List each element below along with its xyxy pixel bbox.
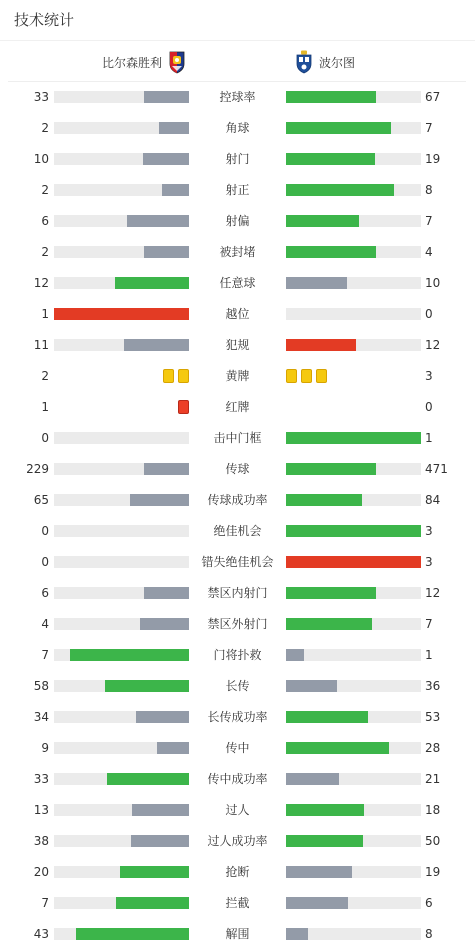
red-card-icon bbox=[178, 400, 189, 414]
stat-row bbox=[0, 547, 475, 578]
away-value: 7 bbox=[425, 121, 433, 135]
stat-label: 被封堵 bbox=[219, 245, 256, 259]
home-bar-fill bbox=[130, 494, 189, 506]
home-cards bbox=[178, 400, 189, 414]
home-bar-track bbox=[54, 246, 189, 258]
away-bar-fill bbox=[286, 711, 368, 723]
stat-label: 击中门框 bbox=[213, 431, 262, 445]
home-bar-fill bbox=[124, 339, 189, 351]
away-bar-fill bbox=[286, 122, 391, 134]
home-bar-track bbox=[54, 556, 189, 568]
home-value: 2 bbox=[41, 369, 49, 383]
home-bar-track bbox=[54, 277, 189, 289]
away-bar-fill bbox=[286, 432, 421, 444]
home-value: 4 bbox=[41, 617, 49, 631]
stat-label: 绝佳机会 bbox=[213, 524, 262, 538]
stat-row bbox=[0, 454, 475, 485]
fc-porto-crest-icon bbox=[294, 50, 314, 74]
away-bar-fill bbox=[286, 277, 347, 289]
away-bar-track bbox=[286, 928, 421, 940]
stat-label: 控球率 bbox=[219, 90, 256, 104]
home-value: 0 bbox=[41, 431, 49, 445]
stat-label: 红牌 bbox=[225, 400, 250, 414]
away-value: 12 bbox=[425, 586, 441, 600]
home-bar-fill bbox=[143, 153, 189, 165]
stat-label: 解围 bbox=[225, 927, 250, 941]
away-value: 8 bbox=[425, 927, 433, 941]
yellow-card-icon bbox=[316, 369, 327, 383]
stat-label: 射门 bbox=[225, 152, 250, 166]
stat-label: 错失绝佳机会 bbox=[201, 555, 274, 569]
away-bar-track bbox=[286, 184, 421, 196]
away-bar-track bbox=[286, 494, 421, 506]
away-value: 3 bbox=[425, 524, 433, 538]
away-value: 19 bbox=[425, 865, 441, 879]
away-bar-fill bbox=[286, 153, 375, 165]
home-value: 12 bbox=[33, 276, 49, 290]
away-value: 471 bbox=[425, 462, 448, 476]
away-value: 0 bbox=[425, 400, 433, 414]
home-bar-track bbox=[54, 711, 189, 723]
away-bar-fill bbox=[286, 339, 356, 351]
home-bar-track bbox=[54, 339, 189, 351]
home-value: 10 bbox=[33, 152, 49, 166]
home-bar-track bbox=[54, 215, 189, 227]
stat-label: 禁区外射门 bbox=[207, 617, 268, 631]
stat-label: 任意球 bbox=[219, 276, 256, 290]
home-value: 9 bbox=[41, 741, 49, 755]
home-value: 0 bbox=[41, 524, 49, 538]
yellow-card-icon bbox=[301, 369, 312, 383]
away-value: 12 bbox=[425, 338, 441, 352]
home-bar-fill bbox=[140, 618, 189, 630]
stat-label: 长传 bbox=[225, 679, 250, 693]
away-bar-fill bbox=[286, 835, 363, 847]
home-bar-fill bbox=[120, 866, 189, 878]
away-bar-track bbox=[286, 866, 421, 878]
home-value: 34 bbox=[33, 710, 49, 724]
away-bar-track bbox=[286, 556, 421, 568]
home-bar-fill bbox=[116, 897, 189, 909]
stat-label: 射偏 bbox=[225, 214, 250, 228]
stat-row bbox=[0, 423, 475, 454]
away-bar-track bbox=[286, 91, 421, 103]
away-cards bbox=[286, 369, 327, 383]
stat-row bbox=[0, 268, 475, 299]
home-value: 1 bbox=[41, 400, 49, 414]
stat-row bbox=[0, 330, 475, 361]
stat-row bbox=[0, 702, 475, 733]
stat-row bbox=[0, 764, 475, 795]
stat-label: 传球 bbox=[225, 462, 250, 476]
stat-row bbox=[0, 237, 475, 268]
stat-row bbox=[0, 361, 475, 392]
away-bar-fill bbox=[286, 556, 421, 568]
home-bar-track bbox=[54, 897, 189, 909]
away-value: 7 bbox=[425, 617, 433, 631]
home-bar-track bbox=[54, 804, 189, 816]
away-value: 67 bbox=[425, 90, 441, 104]
away-value: 1 bbox=[425, 648, 433, 662]
away-value: 36 bbox=[425, 679, 441, 693]
away-bar-fill bbox=[286, 494, 362, 506]
yellow-card-icon bbox=[286, 369, 297, 383]
home-bar-track bbox=[54, 525, 189, 537]
stat-row bbox=[0, 578, 475, 609]
home-bar-track bbox=[54, 122, 189, 134]
away-value: 6 bbox=[425, 896, 433, 910]
away-bar-track bbox=[286, 587, 421, 599]
stat-label: 犯规 bbox=[225, 338, 250, 352]
stat-row bbox=[0, 113, 475, 144]
stat-label: 长传成功率 bbox=[207, 710, 268, 724]
away-bar-track bbox=[286, 308, 421, 320]
stat-row bbox=[0, 640, 475, 671]
stat-row bbox=[0, 82, 475, 113]
home-value: 7 bbox=[41, 648, 49, 662]
home-bar-track bbox=[54, 649, 189, 661]
away-bar-fill bbox=[286, 773, 339, 785]
home-bar-track bbox=[54, 928, 189, 940]
home-cards bbox=[163, 369, 189, 383]
home-bar-track bbox=[54, 680, 189, 692]
home-bar-track bbox=[54, 308, 189, 320]
home-value: 7 bbox=[41, 896, 49, 910]
home-value: 229 bbox=[26, 462, 49, 476]
away-bar-track bbox=[286, 618, 421, 630]
home-value: 6 bbox=[41, 214, 49, 228]
home-bar-fill bbox=[131, 835, 189, 847]
away-value: 21 bbox=[425, 772, 441, 786]
stat-label: 拦截 bbox=[225, 896, 250, 910]
away-team[interactable] bbox=[294, 50, 355, 74]
home-bar-track bbox=[54, 184, 189, 196]
away-bar-track bbox=[286, 525, 421, 537]
viktoria-plzen-crest-icon bbox=[168, 50, 186, 74]
away-bar-track bbox=[286, 649, 421, 661]
away-bar-track bbox=[286, 153, 421, 165]
stat-label: 传球成功率 bbox=[207, 493, 268, 507]
stat-row bbox=[0, 206, 475, 237]
home-bar-track bbox=[54, 742, 189, 754]
home-bar-track bbox=[54, 153, 189, 165]
stat-row bbox=[0, 826, 475, 857]
away-bar-fill bbox=[286, 215, 359, 227]
away-value: 84 bbox=[425, 493, 441, 507]
home-bar-fill bbox=[107, 773, 189, 785]
home-bar-track bbox=[54, 587, 189, 599]
away-bar-fill bbox=[286, 742, 389, 754]
away-bar-fill bbox=[286, 649, 304, 661]
home-value: 6 bbox=[41, 586, 49, 600]
home-bar-fill bbox=[144, 246, 189, 258]
stat-label: 传中成功率 bbox=[207, 772, 268, 786]
away-bar-track bbox=[286, 246, 421, 258]
home-bar-track bbox=[54, 432, 189, 444]
home-bar-track bbox=[54, 494, 189, 506]
stat-label: 禁区内射门 bbox=[207, 586, 268, 600]
home-value: 38 bbox=[33, 834, 49, 848]
away-value: 7 bbox=[425, 214, 433, 228]
away-bar-track bbox=[286, 773, 421, 785]
away-bar-track bbox=[286, 215, 421, 227]
home-bar-track bbox=[54, 866, 189, 878]
home-bar-fill bbox=[159, 122, 189, 134]
away-bar-track bbox=[286, 122, 421, 134]
home-bar-fill bbox=[157, 742, 189, 754]
home-value: 2 bbox=[41, 245, 49, 259]
stat-label: 传中 bbox=[225, 741, 250, 755]
stat-label: 射正 bbox=[225, 183, 250, 197]
yellow-card-icon bbox=[178, 369, 189, 383]
away-value: 18 bbox=[425, 803, 441, 817]
away-bar-track bbox=[286, 277, 421, 289]
away-bar-track bbox=[286, 680, 421, 692]
away-value: 3 bbox=[425, 555, 433, 569]
away-bar-fill bbox=[286, 525, 421, 537]
home-value: 2 bbox=[41, 121, 49, 135]
stat-label: 门将扑救 bbox=[213, 648, 262, 662]
stat-row bbox=[0, 144, 475, 175]
stat-label: 黄牌 bbox=[225, 369, 250, 383]
stat-row bbox=[0, 671, 475, 702]
stat-label: 越位 bbox=[225, 307, 250, 321]
home-bar-track bbox=[54, 91, 189, 103]
stat-label: 抢断 bbox=[225, 865, 250, 879]
stat-row bbox=[0, 609, 475, 640]
stat-row bbox=[0, 857, 475, 888]
home-value: 43 bbox=[33, 927, 49, 941]
home-bar-track bbox=[54, 835, 189, 847]
away-value: 28 bbox=[425, 741, 441, 755]
home-team-name: 比尔森胜利 bbox=[102, 55, 163, 70]
home-value: 1 bbox=[41, 307, 49, 321]
stat-row bbox=[0, 795, 475, 826]
away-bar-fill bbox=[286, 618, 372, 630]
home-value: 33 bbox=[33, 772, 49, 786]
home-bar-track bbox=[54, 618, 189, 630]
home-value: 20 bbox=[33, 865, 49, 879]
away-bar-track bbox=[286, 711, 421, 723]
away-bar-fill bbox=[286, 680, 337, 692]
home-bar-fill bbox=[136, 711, 189, 723]
home-bar-fill bbox=[144, 91, 189, 103]
home-value: 58 bbox=[33, 679, 49, 693]
away-bar-track bbox=[286, 804, 421, 816]
away-team-name: 波尔图 bbox=[319, 55, 356, 70]
home-bar-fill bbox=[76, 928, 189, 940]
away-bar-track bbox=[286, 339, 421, 351]
away-value: 53 bbox=[425, 710, 441, 724]
stat-label: 过人成功率 bbox=[207, 834, 268, 848]
stat-row bbox=[0, 299, 475, 330]
home-value: 0 bbox=[41, 555, 49, 569]
away-bar-fill bbox=[286, 866, 352, 878]
away-value: 10 bbox=[425, 276, 441, 290]
home-bar-fill bbox=[144, 587, 189, 599]
away-value: 50 bbox=[425, 834, 441, 848]
away-bar-fill bbox=[286, 897, 348, 909]
away-bar-fill bbox=[286, 184, 394, 196]
away-value: 4 bbox=[425, 245, 433, 259]
stat-label: 角球 bbox=[225, 121, 250, 135]
away-bar-fill bbox=[286, 463, 376, 475]
stat-row bbox=[0, 733, 475, 764]
away-value: 1 bbox=[425, 431, 433, 445]
home-bar-fill bbox=[144, 463, 189, 475]
yellow-card-icon bbox=[163, 369, 174, 383]
home-value: 13 bbox=[33, 803, 49, 817]
stat-row bbox=[0, 392, 475, 423]
home-value: 65 bbox=[33, 493, 49, 507]
stat-row bbox=[0, 919, 475, 950]
home-bar-fill bbox=[127, 215, 189, 227]
home-bar-track bbox=[54, 773, 189, 785]
away-bar-track bbox=[286, 835, 421, 847]
home-bar-fill bbox=[70, 649, 189, 661]
home-team[interactable] bbox=[102, 51, 186, 73]
stat-label: 过人 bbox=[225, 803, 250, 817]
home-bar-track bbox=[54, 463, 189, 475]
away-bar-track bbox=[286, 897, 421, 909]
home-bar-fill bbox=[162, 184, 189, 196]
away-value: 8 bbox=[425, 183, 433, 197]
page-title: 技术统计 bbox=[14, 11, 75, 29]
away-bar-fill bbox=[286, 804, 364, 816]
home-bar-fill bbox=[115, 277, 189, 289]
away-bar-fill bbox=[286, 928, 308, 940]
home-value: 11 bbox=[33, 338, 49, 352]
home-value: 33 bbox=[33, 90, 49, 104]
stat-row bbox=[0, 175, 475, 206]
away-bar-track bbox=[286, 742, 421, 754]
home-bar-fill bbox=[54, 308, 189, 320]
away-bar-fill bbox=[286, 587, 376, 599]
away-bar-track bbox=[286, 463, 421, 475]
stat-row bbox=[0, 516, 475, 547]
away-value: 3 bbox=[425, 369, 433, 383]
away-bar-track bbox=[286, 432, 421, 444]
away-value: 0 bbox=[425, 307, 433, 321]
stat-row bbox=[0, 485, 475, 516]
home-value: 2 bbox=[41, 183, 49, 197]
away-bar-fill bbox=[286, 246, 376, 258]
away-value: 19 bbox=[425, 152, 441, 166]
home-bar-fill bbox=[105, 680, 189, 692]
teams-header bbox=[8, 41, 466, 82]
stat-row bbox=[0, 888, 475, 919]
away-bar-fill bbox=[286, 91, 376, 103]
home-bar-fill bbox=[132, 804, 189, 816]
